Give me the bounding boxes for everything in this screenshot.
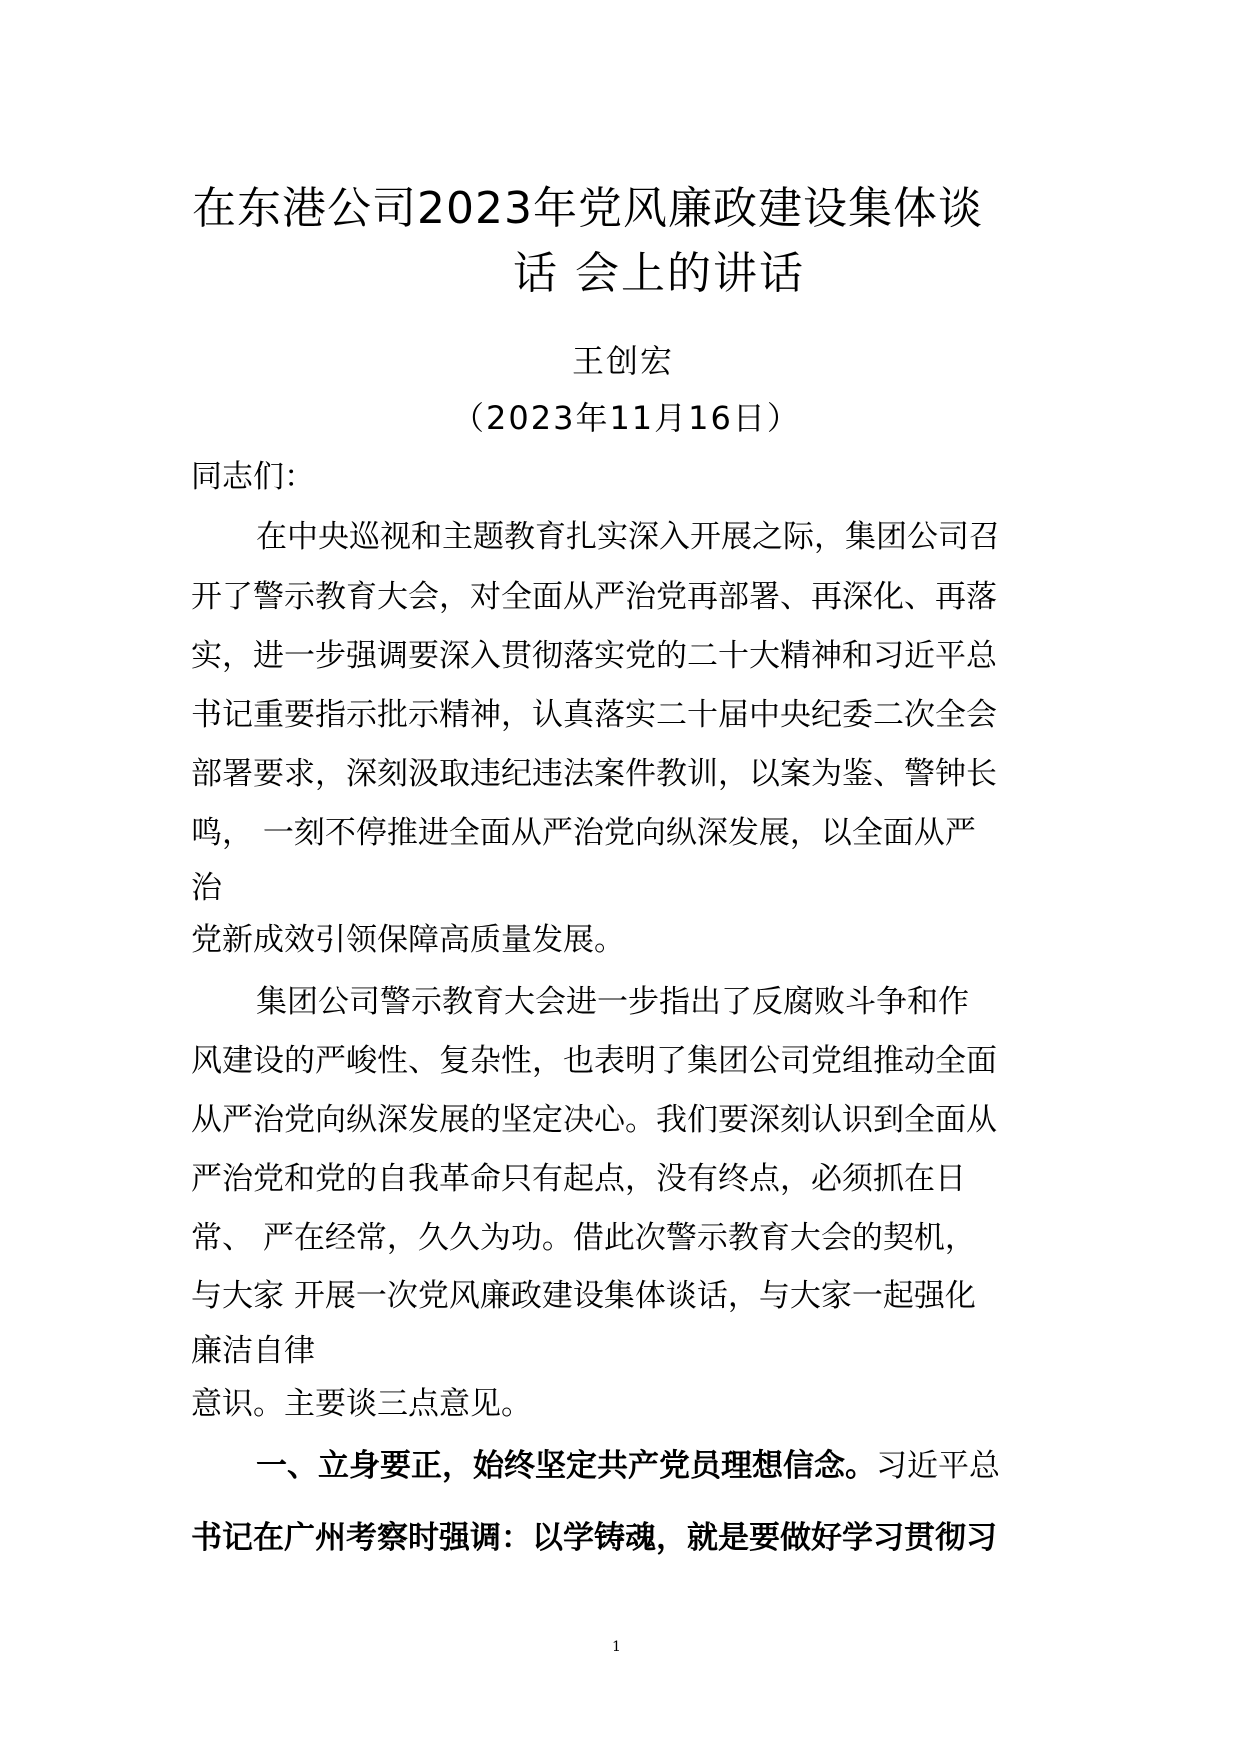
paragraph-2-line: 常、 严在经常，久久为功。借此次警示教育大会的契机，	[191, 1220, 976, 1256]
paragraph-1-line: 实，进一步强调要深入贯彻落实党的二十大精神和习近平总	[191, 638, 997, 674]
title-line-2: 话 会上的讲话	[513, 248, 805, 299]
paragraph-2-line: 风建设的严峻性、复杂性，也表明了集团公司党组推动全面	[191, 1043, 997, 1079]
paragraph-2-line: 从严治党向纵深发展的坚定决心。我们要深刻认识到全面从	[191, 1102, 997, 1138]
paragraph-2-line: 严治党和党的自我革命只有起点，没有终点，必须抓在日	[191, 1161, 966, 1197]
speech-date: （2023年11月16日）	[452, 399, 801, 437]
section-1-heading: 一、立身要正，始终坚定共产党员理想信念。	[256, 1448, 876, 1484]
section-1-heading-tail: 习近平总	[876, 1448, 1000, 1484]
title-line-1: 在东港公司2023年党风廉政建设集体谈	[192, 183, 983, 234]
paragraph-1-line: 党新成效引领保障高质量发展。	[191, 922, 625, 958]
section-1-heading-line	[256, 1448, 1000, 1484]
paragraph-2-line: 集团公司警示教育大会进一步指出了反腐败斗争和作	[256, 984, 969, 1020]
section-1-line-2: 书记在广州考察时强调：以学铸魂，就是要做好学习贯彻习	[191, 1520, 997, 1556]
author-name: 王创宏	[572, 342, 675, 380]
salutation: 同志们：	[191, 459, 315, 495]
paragraph-1-line: 在中央巡视和主题教育扎实深入开展之际，集团公司召	[256, 519, 1000, 555]
paragraph-1-line: 开了警示教育大会，对全面从严治党再部署、再深化、再落	[191, 579, 997, 615]
paragraph-2-line: 意识。主要谈三点意见。	[191, 1386, 532, 1422]
page-number: 1	[612, 1639, 621, 1655]
paragraph-1-line: 部署要求，深刻汲取违纪违法案件教训，以案为鉴、警钟长	[191, 756, 997, 792]
paragraph-2-line: 与大家 开展一次党风廉政建设集体谈话，与大家一起强化	[191, 1278, 976, 1314]
paragraph-1-line: 书记重要指示批示精神，认真落实二十届中央纪委二次全会	[191, 697, 997, 733]
paragraph-1-line: 鸣， 一刻不停推进全面从严治党向纵深发展，以全面从严	[191, 815, 976, 851]
paragraph-2-line: 廉洁自律	[191, 1333, 315, 1369]
paragraph-1-line: 治	[191, 870, 222, 906]
